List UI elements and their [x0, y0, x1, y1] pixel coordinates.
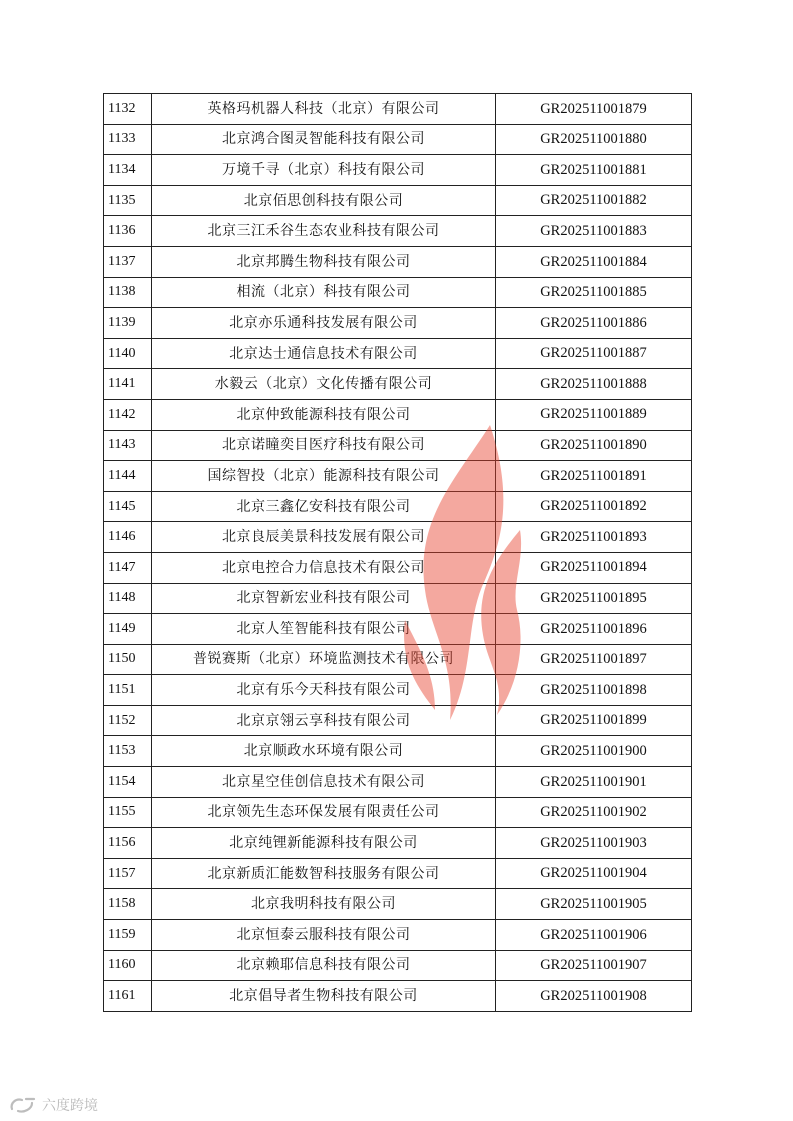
company-name: 北京赖耶信息科技有限公司 — [152, 950, 496, 981]
table-row — [104, 277, 692, 308]
row-number: 1155 — [104, 797, 152, 828]
certificate-number: GR202511001880 — [496, 124, 692, 155]
table-body — [104, 94, 692, 1012]
company-name: 北京电控合力信息技术有限公司 — [152, 552, 496, 583]
table-row — [104, 124, 692, 155]
row-number: 1142 — [104, 399, 152, 430]
row-number: 1137 — [104, 246, 152, 277]
company-name: 水毅云（北京）文化传播有限公司 — [152, 369, 496, 400]
table-row — [104, 644, 692, 675]
certificate-number: GR202511001906 — [496, 920, 692, 951]
corner-watermark-text: 六度跨境 — [42, 1098, 98, 1114]
table-row — [104, 308, 692, 339]
company-name: 北京京翎云享科技有限公司 — [152, 705, 496, 736]
company-name: 北京三江禾谷生态农业科技有限公司 — [152, 216, 496, 247]
row-number: 1157 — [104, 858, 152, 889]
certificate-number: GR202511001903 — [496, 828, 692, 859]
certificate-number: GR202511001897 — [496, 644, 692, 675]
row-number: 1156 — [104, 828, 152, 859]
row-number: 1146 — [104, 522, 152, 553]
row-number: 1151 — [104, 675, 152, 706]
company-name: 北京良辰美景科技发展有限公司 — [152, 522, 496, 553]
certificate-number: GR202511001904 — [496, 858, 692, 889]
company-name: 北京星空佳创信息技术有限公司 — [152, 767, 496, 798]
table-row — [104, 185, 692, 216]
table-row — [104, 614, 692, 645]
company-name: 北京顺政水环境有限公司 — [152, 736, 496, 767]
table-row — [104, 889, 692, 920]
table-row — [104, 491, 692, 522]
company-name: 北京仲致能源科技有限公司 — [152, 399, 496, 430]
table-row — [104, 828, 692, 859]
certificate-number: GR202511001895 — [496, 583, 692, 614]
row-number: 1160 — [104, 950, 152, 981]
row-number: 1144 — [104, 461, 152, 492]
row-number: 1141 — [104, 369, 152, 400]
certificate-number: GR202511001894 — [496, 552, 692, 583]
certificate-number: GR202511001883 — [496, 216, 692, 247]
company-name: 北京我明科技有限公司 — [152, 889, 496, 920]
company-name: 国综智投（北京）能源科技有限公司 — [152, 461, 496, 492]
certificate-number: GR202511001887 — [496, 338, 692, 369]
certificate-number: GR202511001881 — [496, 155, 692, 186]
certificate-number: GR202511001908 — [496, 981, 692, 1012]
certificate-number: GR202511001901 — [496, 767, 692, 798]
company-name: 北京达士通信息技术有限公司 — [152, 338, 496, 369]
table-row — [104, 522, 692, 553]
certificate-number: GR202511001888 — [496, 369, 692, 400]
company-name: 北京恒泰云服科技有限公司 — [152, 920, 496, 951]
certificate-number: GR202511001900 — [496, 736, 692, 767]
row-number: 1136 — [104, 216, 152, 247]
company-name: 北京三鑫亿安科技有限公司 — [152, 491, 496, 522]
certificate-number: GR202511001907 — [496, 950, 692, 981]
table-row — [104, 920, 692, 951]
company-name: 北京有乐今天科技有限公司 — [152, 675, 496, 706]
company-name: 普锐赛斯（北京）环境监测技术有限公司 — [152, 644, 496, 675]
table-row — [104, 858, 692, 889]
company-name: 北京亦乐通科技发展有限公司 — [152, 308, 496, 339]
table-row — [104, 705, 692, 736]
table-row — [104, 461, 692, 492]
certificate-number: GR202511001884 — [496, 246, 692, 277]
row-number: 1154 — [104, 767, 152, 798]
company-name: 北京佰思创科技有限公司 — [152, 185, 496, 216]
row-number: 1140 — [104, 338, 152, 369]
table-row — [104, 155, 692, 186]
table-row — [104, 583, 692, 614]
certificate-number: GR202511001898 — [496, 675, 692, 706]
table-row — [104, 981, 692, 1012]
row-number: 1133 — [104, 124, 152, 155]
table-row — [104, 369, 692, 400]
certificate-number: GR202511001879 — [496, 94, 692, 125]
table-row — [104, 736, 692, 767]
table-row — [104, 246, 692, 277]
row-number: 1158 — [104, 889, 152, 920]
certificate-number: GR202511001886 — [496, 308, 692, 339]
row-number: 1145 — [104, 491, 152, 522]
row-number: 1153 — [104, 736, 152, 767]
logo-mark-icon — [8, 1095, 38, 1115]
certificate-number: GR202511001890 — [496, 430, 692, 461]
row-number: 1161 — [104, 981, 152, 1012]
table-row — [104, 338, 692, 369]
row-number: 1159 — [104, 920, 152, 951]
table-row — [104, 797, 692, 828]
company-name: 北京邦腾生物科技有限公司 — [152, 246, 496, 277]
table-row — [104, 399, 692, 430]
table-row — [104, 767, 692, 798]
table-row — [104, 675, 692, 706]
certificate-number: GR202511001891 — [496, 461, 692, 492]
certificate-number: GR202511001882 — [496, 185, 692, 216]
company-name: 北京人笙智能科技有限公司 — [152, 614, 496, 645]
company-name: 北京鸿合图灵智能科技有限公司 — [152, 124, 496, 155]
table-row — [104, 94, 692, 125]
row-number: 1148 — [104, 583, 152, 614]
certificate-number: GR202511001889 — [496, 399, 692, 430]
row-number: 1149 — [104, 614, 152, 645]
company-name: 北京纯锂新能源科技有限公司 — [152, 828, 496, 859]
table-row — [104, 552, 692, 583]
company-name: 北京智新宏业科技有限公司 — [152, 583, 496, 614]
table-row — [104, 216, 692, 247]
row-number: 1150 — [104, 644, 152, 675]
table-row — [104, 950, 692, 981]
row-number: 1138 — [104, 277, 152, 308]
company-name: 北京领先生态环保发展有限责任公司 — [152, 797, 496, 828]
certificate-number: GR202511001893 — [496, 522, 692, 553]
row-number: 1147 — [104, 552, 152, 583]
certificate-number: GR202511001899 — [496, 705, 692, 736]
company-name: 相流（北京）科技有限公司 — [152, 277, 496, 308]
company-name: 北京诺瞳奕目医疗科技有限公司 — [152, 430, 496, 461]
certificate-number: GR202511001896 — [496, 614, 692, 645]
row-number: 1143 — [104, 430, 152, 461]
certificate-number: GR202511001892 — [496, 491, 692, 522]
row-number: 1134 — [104, 155, 152, 186]
company-list-table — [103, 93, 692, 1012]
certificate-number: GR202511001902 — [496, 797, 692, 828]
company-name: 北京倡导者生物科技有限公司 — [152, 981, 496, 1012]
row-number: 1135 — [104, 185, 152, 216]
certificate-number: GR202511001885 — [496, 277, 692, 308]
row-number: 1139 — [104, 308, 152, 339]
corner-watermark — [8, 1094, 98, 1116]
company-name: 万境千寻（北京）科技有限公司 — [152, 155, 496, 186]
table-row — [104, 430, 692, 461]
company-name: 英格玛机器人科技（北京）有限公司 — [152, 94, 496, 125]
row-number: 1132 — [104, 94, 152, 125]
certificate-number: GR202511001905 — [496, 889, 692, 920]
row-number: 1152 — [104, 705, 152, 736]
company-name: 北京新质汇能数智科技服务有限公司 — [152, 858, 496, 889]
